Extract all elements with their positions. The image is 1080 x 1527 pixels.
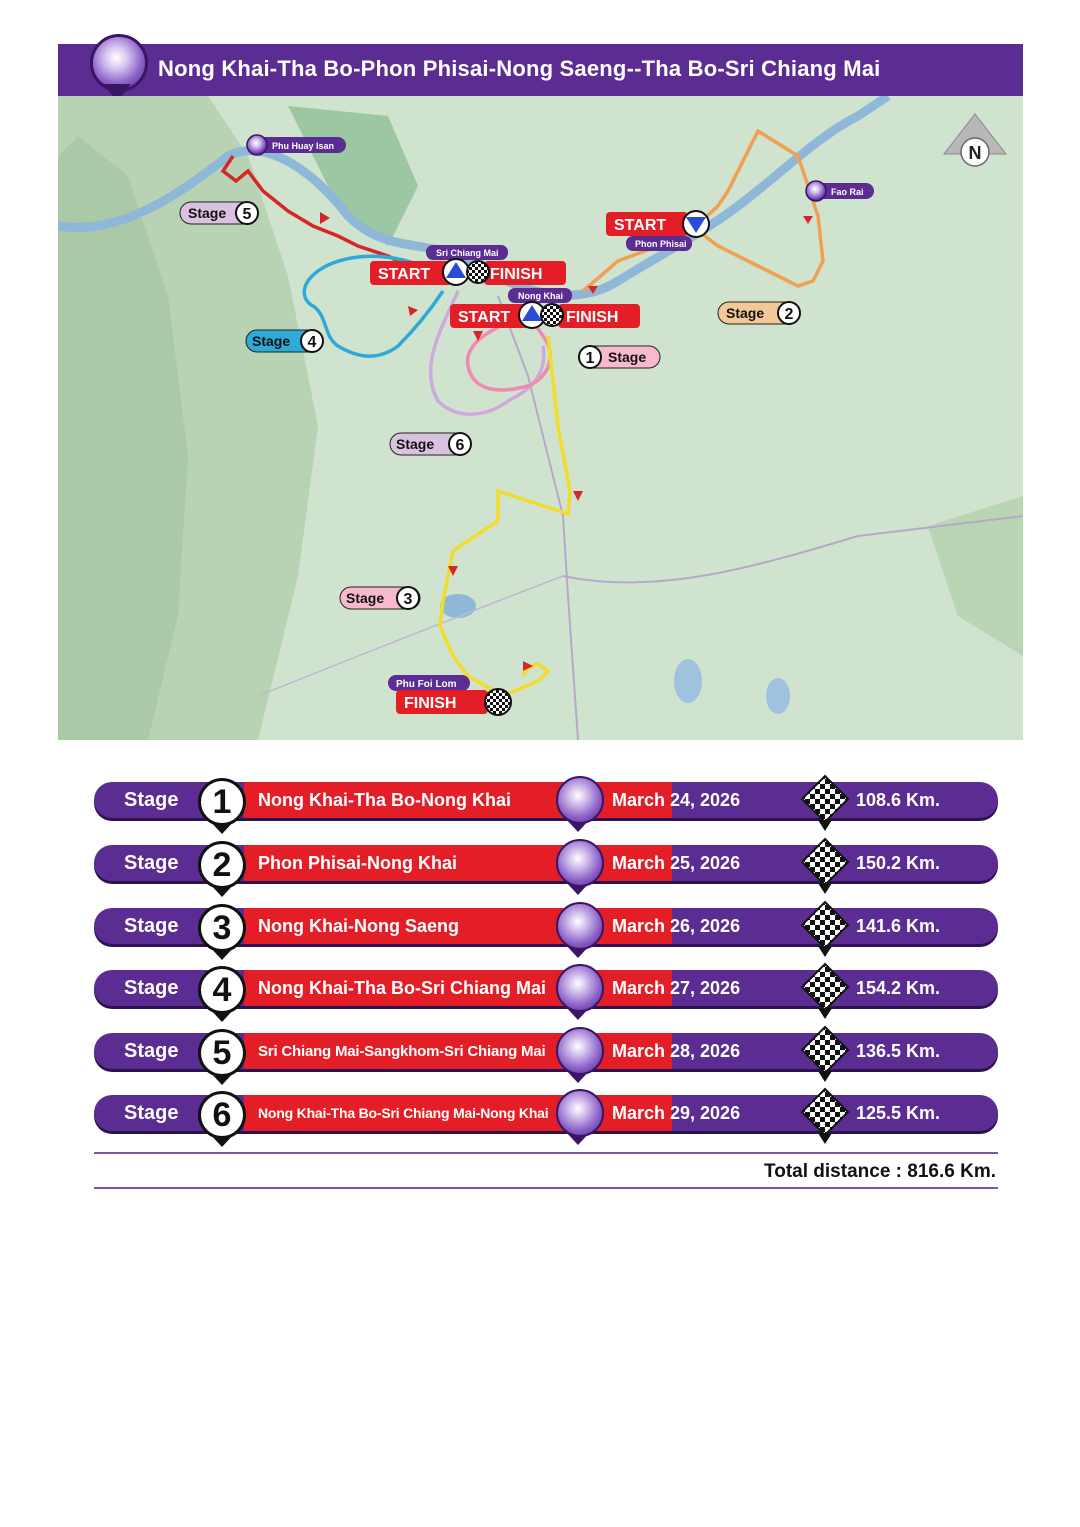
lake (674, 659, 702, 703)
checkered-flag-icon (800, 1087, 850, 1145)
map-stage-tag-6 (390, 433, 471, 455)
total-distance: Total distance : 816.6 Km. (764, 1161, 996, 1182)
calendar-pin-icon (556, 1027, 604, 1075)
stage-number: 3 (198, 904, 246, 952)
calendar-pin-icon (556, 839, 604, 887)
divider (94, 1187, 998, 1189)
stage-route: Nong Khai-Tha Bo-Sri Chiang Mai-Nong Khai (258, 1105, 549, 1121)
stage-number: 4 (198, 966, 246, 1014)
place-pin-phu-huay-isan (247, 135, 346, 155)
calendar-pin-icon (556, 776, 604, 824)
svg-text:Stage: Stage (252, 333, 291, 349)
stage-row[interactable] (94, 1031, 1000, 1071)
svg-text:Stage: Stage (396, 436, 435, 452)
svg-text:6: 6 (455, 437, 465, 454)
svg-text:START: START (458, 309, 511, 326)
place-pin-phon-phisai (626, 236, 692, 251)
stage-date: March 29, 2026 (612, 1103, 741, 1123)
place-pin-fao-rai (806, 181, 874, 201)
stage-route: Phon Phisai-Nong Khai (258, 853, 458, 873)
place-pin-nong-khai (508, 288, 572, 303)
svg-text:Stage: Stage (726, 305, 765, 321)
map-stage-tag-3 (340, 587, 420, 609)
map-stage-tag-1 (579, 346, 660, 368)
svg-text:2: 2 (784, 306, 794, 323)
stage-number: 5 (198, 1029, 246, 1077)
svg-text:Phu Foi Lom: Phu Foi Lom (396, 679, 457, 690)
svg-text:Phon Phisai: Phon Phisai (635, 239, 687, 249)
svg-text:Stage: Stage (608, 349, 647, 365)
stage-distance: 108.6 Km. (856, 790, 941, 810)
svg-text:4: 4 (307, 334, 317, 351)
stage-row[interactable] (94, 906, 1000, 946)
stage-distance: 136.5 Km. (856, 1041, 941, 1061)
svg-text:Fao Rai: Fao Rai (831, 187, 864, 197)
calendar-pin-icon (556, 964, 604, 1012)
stage-row[interactable] (94, 843, 1000, 883)
stage-route: Nong Khai-Tha Bo-Sri Chiang Mai (258, 978, 546, 998)
start-finish-nong-khai (450, 302, 640, 328)
stage-row[interactable] (94, 968, 1000, 1008)
svg-text:Nong Khai: Nong Khai (518, 291, 563, 301)
stage-date: March 27, 2026 (612, 978, 741, 998)
svg-text:3: 3 (403, 591, 413, 608)
stage-number: 2 (198, 841, 246, 889)
svg-text:START: START (378, 266, 431, 283)
map-stage-tag-4 (246, 330, 323, 352)
north-label: N (968, 143, 982, 163)
stage-label: Stage (124, 852, 179, 874)
stage-date: March 26, 2026 (612, 916, 741, 936)
stage-row[interactable] (94, 1093, 1000, 1133)
stage-row[interactable] (94, 780, 1000, 820)
checkered-flag-icon (800, 900, 850, 958)
place-pin-phu-foi-lom (388, 675, 470, 691)
svg-text:FINISH: FINISH (566, 309, 619, 326)
stage-label: Stage (124, 915, 179, 937)
stage-route: Sri Chiang Mai-Sangkhom-Sri Chiang Mai (258, 1043, 546, 1060)
svg-text:5: 5 (242, 206, 252, 223)
svg-text:Stage: Stage (188, 205, 227, 221)
page-title: Nong Khai-Tha Bo-Phon Phisai-Nong Saeng--Tha Bo-Sri Chiang Mai (158, 56, 881, 81)
route-map[interactable] (58, 96, 1023, 740)
svg-text:FINISH: FINISH (404, 695, 457, 712)
svg-text:Sri Chiang Mai: Sri Chiang Mai (436, 248, 499, 258)
svg-text:FINISH: FINISH (490, 266, 543, 283)
place-pin-sri-chiang-mai (426, 245, 508, 260)
divider (94, 1152, 998, 1154)
stage-date: March 24, 2026 (612, 790, 741, 810)
calendar-pin-icon (556, 1089, 604, 1137)
stage-route: Nong Khai-Nong Saeng (258, 916, 459, 936)
stage-label: Stage (124, 1102, 179, 1124)
svg-text:1: 1 (585, 350, 595, 367)
stage-distance: 125.5 Km. (856, 1103, 941, 1123)
stage-date: March 25, 2026 (612, 853, 741, 873)
stage-distance: 150.2 Km. (856, 853, 941, 873)
map-stage-tag-2 (718, 302, 800, 324)
checkered-flag-icon (800, 774, 850, 832)
map-stage-tag-5 (180, 202, 258, 224)
finish-phu-foi-lom (396, 689, 511, 715)
stage-distance: 154.2 Km. (856, 978, 941, 998)
stage-label: Stage (124, 789, 179, 811)
lake (766, 678, 790, 714)
calendar-pin-icon (556, 902, 604, 950)
stage-distance: 141.6 Km. (856, 916, 941, 936)
stage-label: Stage (124, 1040, 179, 1062)
start-phon-phisai (606, 211, 709, 237)
stage-number: 6 (198, 1091, 246, 1139)
svg-text:Phu Huay Isan: Phu Huay Isan (272, 141, 335, 151)
stage-route: Nong Khai-Tha Bo-Nong Khai (258, 790, 511, 810)
checkered-flag-icon (800, 962, 850, 1020)
svg-text:START: START (614, 217, 667, 234)
stage-date: March 28, 2026 (612, 1041, 741, 1061)
title-banner (58, 44, 1023, 96)
checkered-flag-icon (800, 1025, 850, 1083)
checkered-flag-icon (800, 837, 850, 895)
stage-number: 1 (198, 778, 246, 826)
svg-text:Stage: Stage (346, 590, 385, 606)
stage-label: Stage (124, 977, 179, 999)
